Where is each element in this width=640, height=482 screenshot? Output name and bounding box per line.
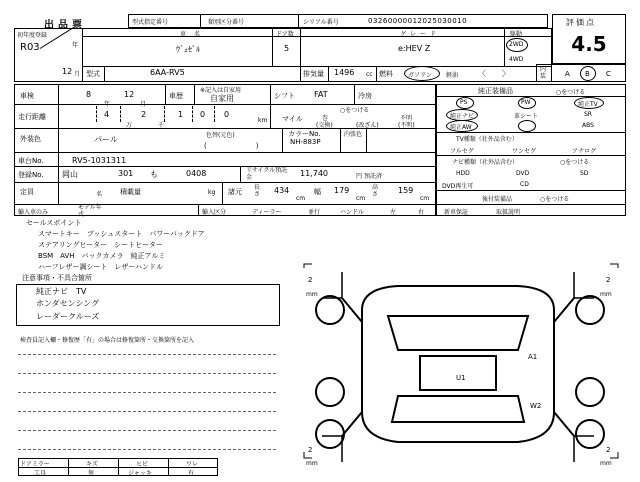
mileage-label: マイル — [282, 115, 303, 123]
grade-value: e:HEV Z — [398, 44, 431, 53]
inspector-title: 検査員記入欄・修復歴「有」の場合は修復箇所・交換箇所を記入 — [20, 337, 195, 344]
recycle-label: リサイクル預託金 — [246, 167, 288, 181]
thousand-unit: 千 — [158, 122, 165, 129]
km-unit: km — [258, 117, 268, 124]
car-damage-diagram — [302, 262, 622, 482]
reg-class: 301 — [118, 169, 134, 178]
mileage-opt-5: (不明) — [398, 122, 415, 129]
reg-area: 岡山 — [62, 170, 78, 179]
width-value: 179 — [334, 186, 350, 195]
import-handle: ハンドル — [340, 209, 365, 216]
load-label: 積載量 — [120, 188, 141, 196]
field-label-class: 類別区分番号 — [208, 19, 245, 26]
odo-digit-2: 2 — [141, 110, 147, 119]
first-reg-label: 初年度登録 — [17, 32, 48, 39]
import-left: 左 — [390, 209, 397, 216]
usage-label: 車歴 — [169, 92, 183, 100]
reg-kana: も — [150, 170, 158, 179]
inspect-year: 8 — [86, 90, 92, 99]
chassis-label: 車台No. — [18, 157, 44, 165]
height-label: 高さ — [372, 184, 379, 198]
mark-a1: A1 — [528, 353, 538, 361]
aftermarket-note: ○をつける — [540, 196, 570, 203]
corner-bl: 2 — [308, 446, 313, 454]
doors-label: ドア数 — [276, 31, 294, 38]
footer-h2: キズ — [86, 461, 98, 468]
field-label-type: 型式指定番号 — [132, 19, 169, 26]
color-code: NH-883P — [290, 138, 321, 146]
color-label: 外装色 — [20, 135, 41, 143]
equip-pw: PW — [521, 99, 531, 106]
corner-bl-unit: mm — [306, 460, 318, 467]
import-label: 輸入車のみ — [18, 209, 49, 216]
corner-br: 2 — [606, 446, 611, 454]
corner-tr-unit: mm — [600, 291, 612, 298]
footer-tool-value: 無 — [88, 470, 95, 477]
year-unit: 年 — [72, 42, 79, 49]
odometer-label: 走行距離 — [18, 113, 46, 121]
rating-label: 評価点 — [566, 18, 596, 27]
import-type-label: 輸入区分 — [202, 209, 227, 216]
inspect-label: 車検 — [20, 92, 34, 100]
footer-h3: ヒビ — [136, 461, 149, 468]
corner-tl-unit: mm — [306, 291, 318, 298]
interior-color-label: 内張色 — [344, 131, 363, 138]
man-unit: 万 — [126, 122, 133, 129]
rating-value: 4.5 — [571, 32, 607, 56]
import-right: 右 — [418, 209, 425, 216]
corner-br-unit: mm — [600, 460, 612, 467]
length-label: 長さ — [254, 184, 261, 198]
interior-grade-a: A — [565, 70, 570, 78]
car-name: ｳﾞｪｾﾞﾙ — [176, 45, 200, 54]
equipment-title: 純正装備品 — [478, 87, 513, 95]
width-unit: cm — [356, 195, 366, 202]
odo-digit-4: 0 — [200, 110, 206, 119]
aftermarket-title: 後付装備品 — [482, 196, 513, 203]
displacement-unit: cc — [366, 71, 373, 78]
note-item-3: レーダークルーズ — [36, 312, 100, 321]
grade-label: グレード — [400, 31, 441, 38]
load-unit: kg — [208, 189, 216, 196]
field-label-serial: シリアル番号 — [303, 19, 339, 26]
drive-label: 駆動 — [510, 31, 523, 38]
navi-hdd: HDD — [456, 170, 470, 177]
drive-2wd: 2WD — [509, 41, 524, 48]
import-parallel: 並行 — [308, 209, 321, 216]
navi-sd: SD — [580, 170, 589, 177]
usage-note: ※記入は自家用 — [200, 87, 242, 94]
drive-4wd: 4WD — [509, 56, 524, 63]
recycle-value: 11,740 — [300, 169, 328, 178]
tv-oneseg: ワンセグ — [512, 148, 537, 155]
car-name-label: 車名 — [180, 31, 209, 38]
length-value: 434 — [274, 186, 290, 195]
shift-label: シフト — [274, 92, 295, 100]
interior-label: 内装 — [540, 66, 547, 80]
recycle-note: 預託済 — [364, 173, 383, 180]
corner-marks — [304, 264, 618, 458]
footer-tool: 工具 — [34, 470, 47, 477]
width-label: 幅 — [314, 188, 321, 196]
sales-line-2: ステアリングヒーター シートヒーター — [38, 241, 163, 249]
doors-value: 5 — [284, 44, 290, 53]
footer-h1: ドアミラー — [20, 461, 50, 468]
recycle-unit: 円 — [356, 173, 363, 180]
navi-note: ○をつける — [560, 159, 590, 166]
sales-title: セールスポイント — [26, 219, 82, 227]
color-code-label: カラーNo. — [288, 130, 321, 138]
equip-tv: 純正TV — [578, 101, 598, 108]
note-item-1: 純正ナビ TV — [36, 287, 87, 296]
reg-label: 登録No. — [18, 171, 44, 179]
equip-sr: SR — [584, 111, 592, 118]
navi-title: ナビ種類（社外品含む） — [452, 159, 519, 166]
fuel-gasoline: ガソリン — [408, 72, 433, 79]
sales-line-1: スマートキー プッシュスタート パワーバックドア — [38, 230, 205, 238]
fuel-diesel: 軽油 — [446, 72, 459, 79]
model-value: 6AA-RV5 — [150, 68, 185, 77]
month-unit: 月 — [74, 71, 81, 78]
sales-line-3: BSM AVH バックカメラ 純正アルミ — [38, 252, 166, 260]
equip-mid-circle — [518, 120, 536, 132]
capacity-unit: 名 — [96, 191, 103, 198]
first-reg-era: R03 — [20, 42, 40, 53]
new-car-label: 新車保証 — [444, 209, 469, 216]
first-reg-month: 12 — [62, 67, 73, 76]
car-outline — [322, 272, 594, 462]
mileage-opt-1: 巻 — [322, 115, 329, 122]
mark-w2: W2 — [530, 402, 542, 410]
capacity-label: 定員 — [20, 188, 34, 196]
height-value: 159 — [398, 186, 414, 195]
inspect-month: 12 — [124, 90, 135, 99]
chassis-value: RV5-1031311 — [72, 156, 127, 165]
corner-tl: 2 — [308, 276, 313, 284]
odo-digit-5: 0 — [224, 110, 230, 119]
manual-label: 取扱説明 — [496, 209, 521, 216]
dimensions-label: 諸元 — [228, 188, 242, 196]
import-dealer: ディーラー — [252, 209, 282, 216]
notes-title: 注意事項・不具合箇所 — [22, 274, 92, 282]
mark-u1: U1 — [456, 374, 466, 382]
usage-value: 自家用 — [210, 94, 234, 103]
footer-h4: ワレ — [186, 461, 199, 468]
interior-grade-c: C — [606, 70, 611, 78]
displacement-label: 排気量 — [303, 70, 324, 78]
serial-number: 03260000012025030010 — [368, 17, 468, 25]
cd-label: CD — [520, 181, 529, 188]
equip-navi: 純正ナビ — [450, 113, 475, 120]
note-item-2: ホンダセンシング — [36, 299, 100, 308]
navi-dvd: DVD — [516, 170, 530, 177]
sheet-title: 出品票 — [44, 20, 86, 31]
sales-line-4: ハーフレザー調シート レザーハンドル — [38, 263, 164, 271]
ac-label: 冷房 — [358, 92, 372, 100]
length-unit: cm — [296, 195, 306, 202]
inspect-month-unit: 月 — [140, 101, 147, 108]
model-year-label: モデル年式 — [78, 204, 102, 218]
footer-jack: ジャッキ — [128, 470, 152, 477]
equip-ps: PS — [460, 99, 468, 106]
color-number-label: 色替(元色) — [206, 132, 235, 139]
reg-number: 0408 — [186, 169, 207, 178]
color-value: パール — [94, 135, 118, 144]
odo-digit-3: 1 — [178, 110, 184, 119]
footer-jack-value: 有 — [188, 470, 195, 477]
tv-analog: アナログ — [572, 148, 597, 155]
mileage-opt-3: (改ざん) — [356, 122, 379, 129]
dvd-label: DVD再生可 — [442, 183, 474, 190]
mileage-opt-4: 不明 — [400, 115, 413, 122]
equip-abs: ABS — [582, 122, 594, 129]
odo-digit-1: 4 — [104, 110, 110, 119]
tv-fullseg: フルセグ — [450, 148, 474, 155]
equip-leather: 革シート — [514, 113, 539, 120]
model-label: 型式 — [86, 70, 100, 78]
fuel-label: 燃料 — [379, 70, 393, 78]
height-unit: cm — [420, 195, 430, 202]
mileage-opt-2: (交換) — [316, 122, 333, 129]
equip-aw: 純正AW — [450, 124, 472, 131]
inspect-year-unit: 年 — [104, 101, 111, 108]
displacement-value: 1496 — [334, 68, 355, 77]
tv-title: TV種類（社外品含む） — [456, 136, 518, 143]
mileage-note: ○をつける — [340, 107, 370, 114]
shift-value: FAT — [314, 90, 328, 99]
interior-grade-b: B — [585, 70, 590, 78]
corner-tr: 2 — [606, 276, 611, 284]
equipment-note: ○をつける — [556, 89, 586, 96]
